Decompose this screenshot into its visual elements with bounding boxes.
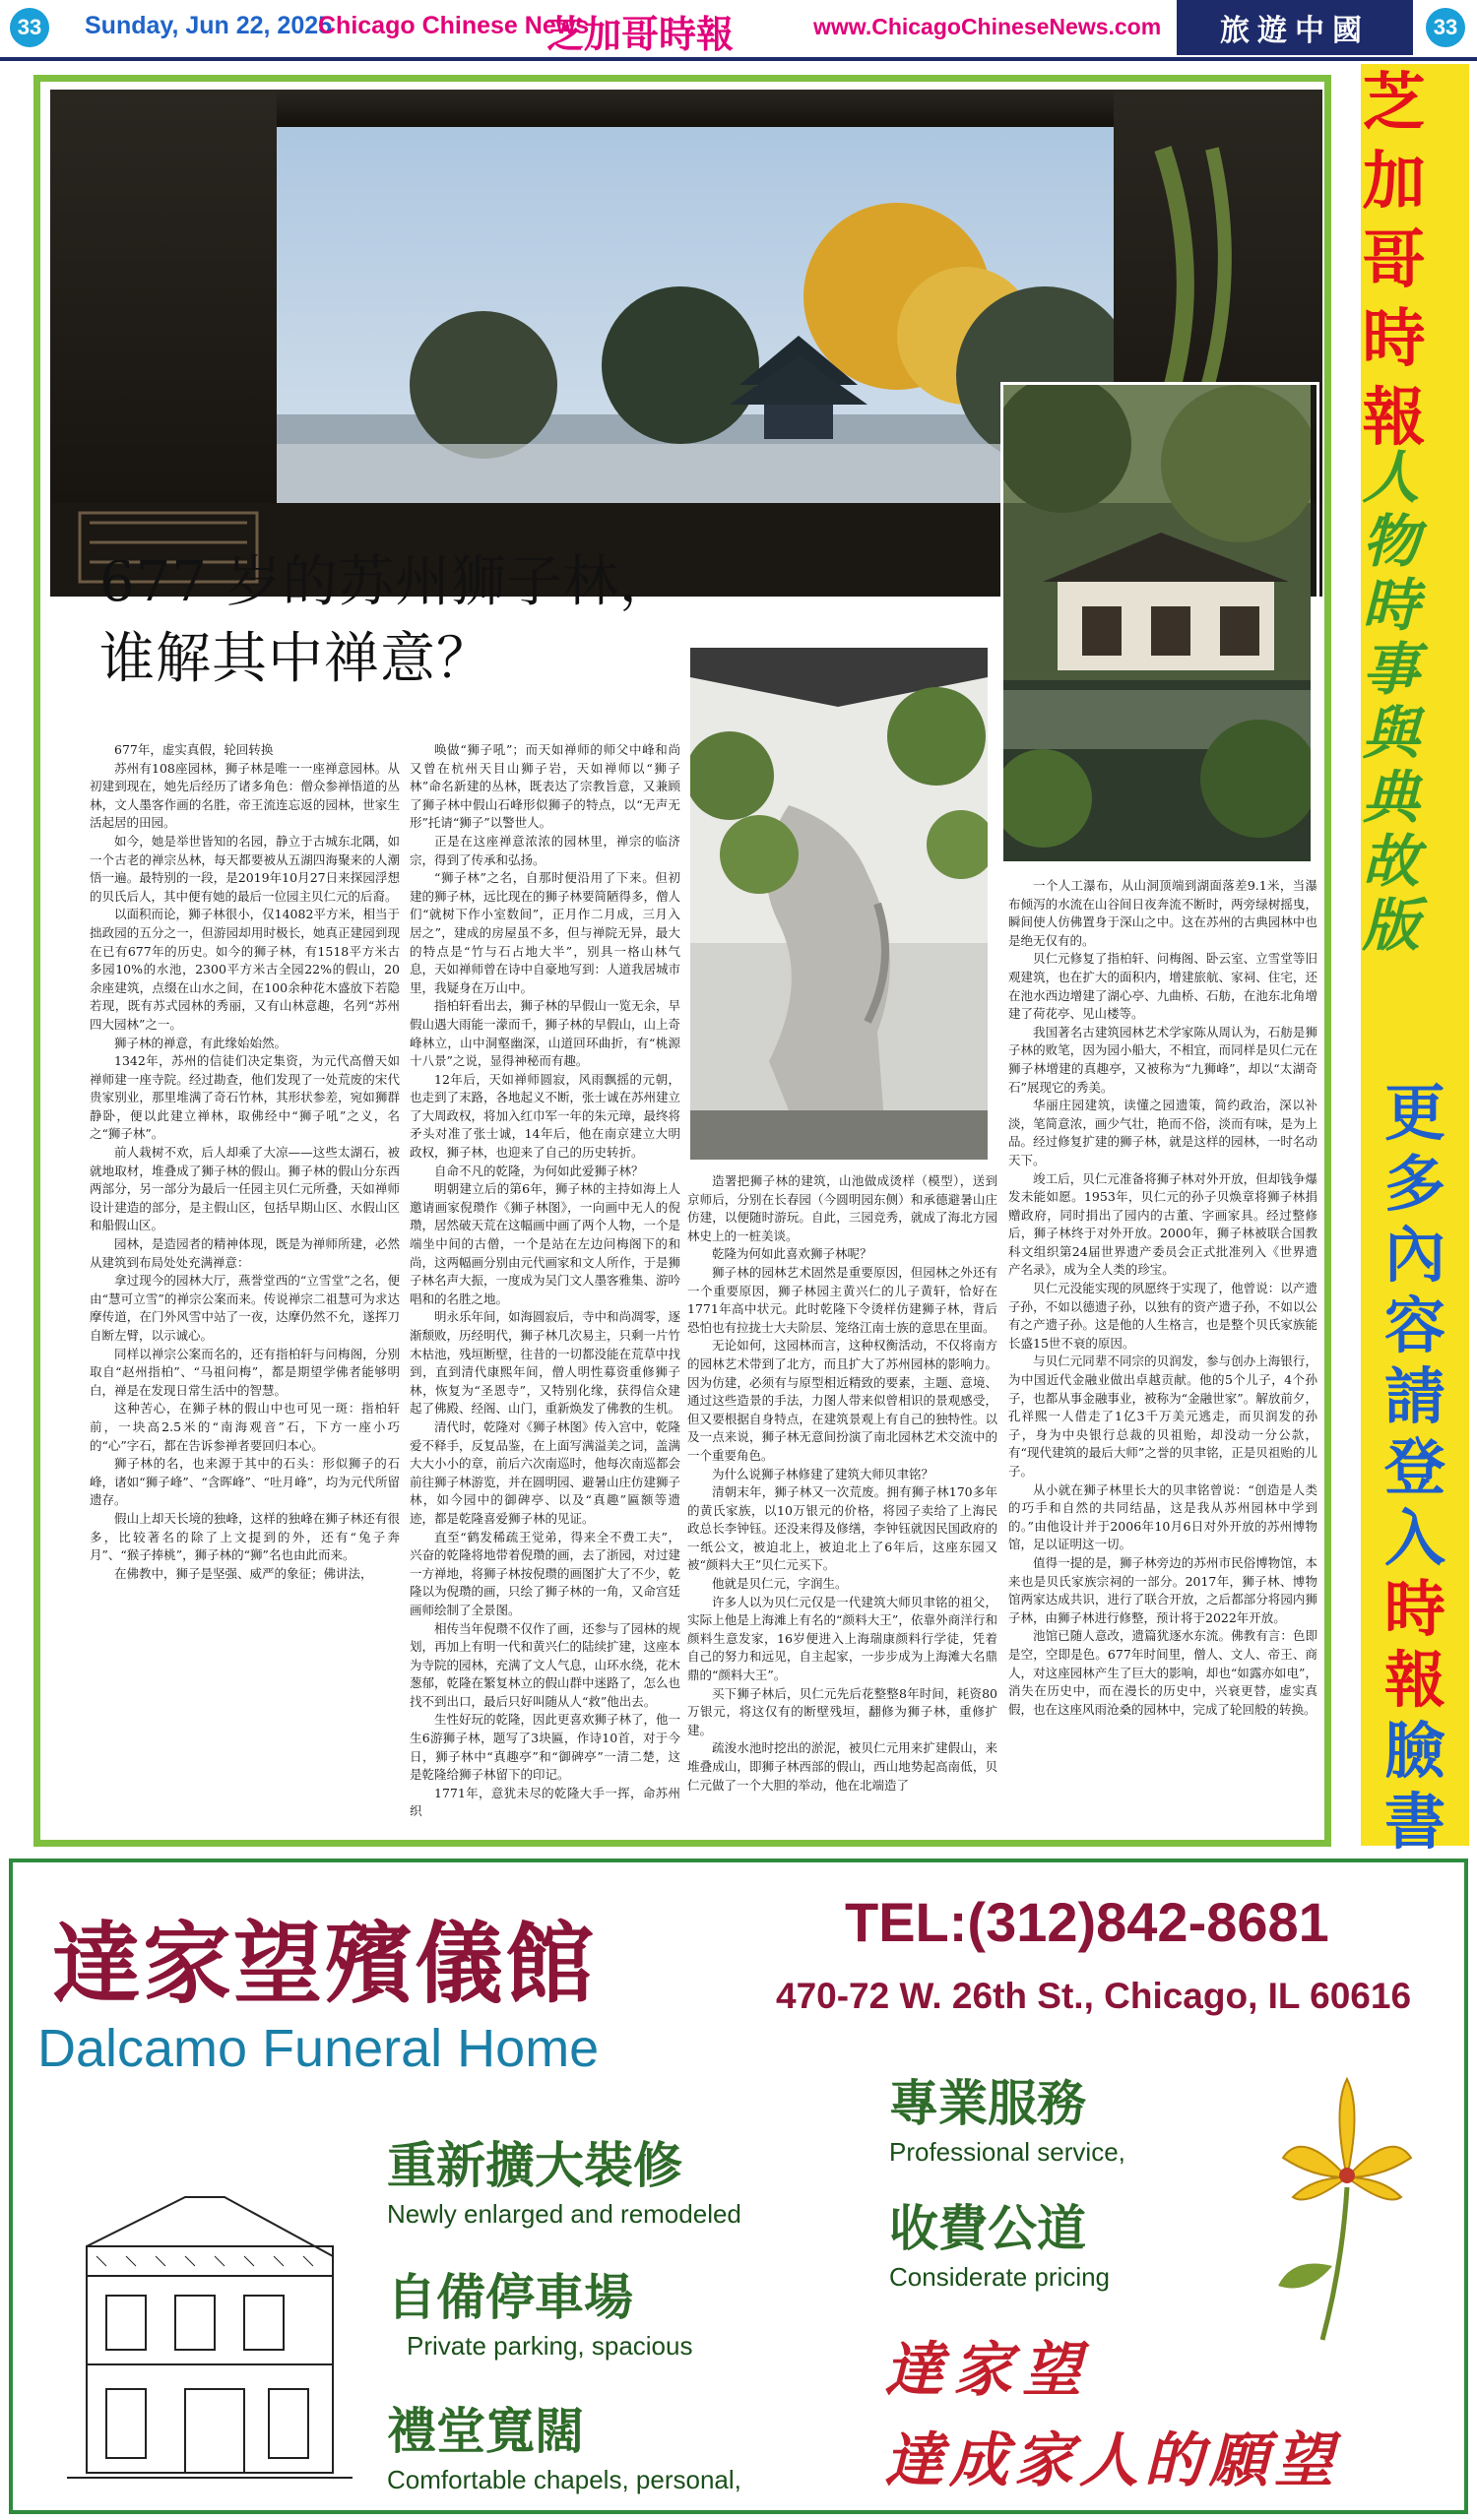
page-header (0, 0, 1477, 59)
article-paragraph: 在佛教中，狮子是坚强、威严的象征；佛讲法， (114, 1565, 373, 1581)
article-paragraph: 直至“鹤发稀疏王觉弟，得来全不费工夫”，兴奋的乾隆将地带着倪瓒的画，去了浙园，对过建一方禅地，将狮子林按倪瓒的画图扩大了不少，乾隆以为倪瓒的画，只绘了狮子林的一角，又命宫廷画师绘制了全景图。 (410, 1529, 680, 1617)
text-column-4 (1008, 877, 1317, 1839)
article-paragraph: 1771年，意犹未尽的乾隆大手一挥，命苏州织 (410, 1785, 680, 1819)
service-remodel-en: Newly enlarged and remodeled (387, 2199, 741, 2229)
page-number-right: 33 (1426, 8, 1465, 47)
ad-slogan-line-1: 達家望 (884, 2336, 1091, 2405)
article-paragraph: 相传当年倪瓒不仅作了画，还参与了园林的规划，再加上有明一代和黄兴仁的陆续扩建，这座本为寺院的园林，充满了文人气息，山环水绕，花木葱郁，乾隆在繁复林立的假山群中迷路了，怎么也找不到出口，最后只好叫随从人“救”他出去。 (410, 1620, 680, 1709)
article-paragraph: 明永乐年间，如海圆寂后，寺中和尚凋零，逐渐颓败，历经明代，狮子林几次易主，只剩一片竹木枯池，残垣断壁，往昔的一切都没能在荒草中找到，直到清代康熙年间，僧人明性募资重修狮子林，恢复为“圣恩寺”，又特别化缘，获得信众建起了佛殿、经阁、山门，重新焕发了佛教的生机。 (410, 1309, 680, 1417)
service-pricing-en: Considerate pricing (889, 2262, 1111, 2292)
side-banner-blue-2: 臉書 (1383, 1715, 1445, 1858)
article-paragraph: 清朝末年，狮子林又一次荒废。拥有狮子林170多年的黄氏家族，以10万银元的价格，将园子卖给了上海民政总长李钟钰。还没来得及修缮，李钟钰就因民国政府的一纸公文，被迫北上，被迫北上了6年后，这座东园又被“颜料大王”贝仁元买下。 (687, 1484, 997, 1573)
side-banner-paper-name: 芝加哥時報 (1362, 67, 1426, 455)
article-paragraph: 12年后，天如禅师圆寂，风雨飘摇的元朝，也走到了末路，各地起义不断，张士诚在苏州建立了大周政权，将加入红巾军一年的朱元璋，最终将矛头对准了张士诚，14年后，他在南京建立大明政权，狮子林，也迎来了自己的历史转折。 (410, 1071, 680, 1161)
rock-photo-art (690, 648, 988, 1160)
article-paragraph: 自命不凡的乾隆，为何如此爱狮子林？ (434, 1163, 644, 1178)
article-paragraph: 清代时，乾隆对《狮子林图》传入宫中，乾隆爱不释手，反复品鉴，在上面写满溢美之词，盖满大大小小的章，前后六次南巡时，他每次南巡都会前往狮子林游览，并在圆明园、避暑山庄仿建狮子林，如今园中的御碑亭、以及“真趣”匾额等遗迹，都是乾隆喜爱狮子林的见证。 (410, 1418, 680, 1526)
side-banner-red-2: 時報 (1383, 1573, 1445, 1716)
ad-slogan-line-2: 達成家人的願望 (884, 2426, 1339, 2495)
paper-name: Chicago Chinese News (318, 12, 590, 39)
service-professional-en: Professional service, (889, 2137, 1125, 2167)
headline (99, 544, 730, 698)
article-paragraph: 一个人工瀑布，从山洞顶端到湖面落差9.1米，当瀑布倾泻的水流在山谷间日夜奔流不断时，两旁绿树摇曳，瞬间使人仿佛置身于深山之中。这在苏州的古典园林中也是绝无仅有的。 (1008, 878, 1317, 948)
article-paragraph: 苏州有108座园林，狮子林是唯一一座禅意园林。从初建到现在，她先后经历了诸多角色：僧众参禅悟道的丛林，文人墨客作画的名胜，帝王流连忘返的园林，世家生活起居的田园。 (90, 760, 400, 831)
text-column-1 (90, 741, 400, 1839)
article-paragraph: 园林，是造园者的精神体现，既是为禅师所建，必然从建筑到布局处处充满禅意： (90, 1236, 400, 1270)
service-parking-en: Private parking, spacious (407, 2331, 693, 2361)
article-paragraph: 这种苦心，在狮子林的假山中也可见一斑：指柏轩前，一块高2.5米的“南海观音”石，下方一座小巧的“心”字石，都在告诉参禅者要回归本心。 (90, 1401, 400, 1453)
article-paragraph: 疏浚水池时挖出的淤泥，被贝仁元用来扩建假山，来堆叠成山，即狮子林西部的假山，西山地势起高南低，贝仁元做了一个大胆的举动，他在北端造了 (687, 1740, 997, 1793)
ad-phone[interactable]: TEL:(312)842-8681 (845, 1891, 1329, 1953)
article-paragraph: 他就是贝仁元，字润生。 (712, 1576, 848, 1592)
article-paragraph: 狮子林的名，也来源于其中的石头：形似狮子的石峰，诸如“狮子峰”、“含晖峰”、“吐月峰”，均为元代所留遗存。 (90, 1456, 400, 1508)
ad-name-en: Dalcamo Funeral Home (37, 2019, 600, 2078)
article-paragraph: 狮子林的禅意，有此缘始始然。 (114, 1035, 288, 1050)
article-paragraph: 许多人以为贝仁元仅是一代建筑大师贝聿铭的祖父，实际上他是上海滩上有名的“颜料大王”，依靠外商洋行和颜料生意发家，16岁便进入上海瑞康颜料行学徒，凭着自己的努力和远见，自主起家，一步步成为上海滩大名鼎鼎的“颜料大王”。 (687, 1594, 997, 1683)
pavilion-photo (1000, 382, 1319, 870)
article-paragraph: 贝仁元没能实现的夙愿终于实现了，他曾说：以产遗子孙，不如以德遗子孙，以独有的资产遗子孙，不如以公有之产遗子孙。这是他的人生格言，也是整个贝氏家族能长盛15世不衰的原因。 (1008, 1281, 1317, 1351)
ad-address: 470-72 W. 26th St., Chicago, IL 60616 (776, 1976, 1412, 2016)
lily-flower-icon (1263, 2069, 1431, 2345)
side-banner-section: 人物時事與典故版 (1362, 444, 1420, 959)
article-paragraph: 我国著名古建筑园林艺术学家陈从周认为，石舫是狮子林的败笔，因为园小船大，不相宜，而同样是贝仁元在狮子林增建的真趣亭，又被称为“九狮峰”，却以“太湖奇石”展现它的秀美。 (1008, 1024, 1317, 1095)
article-paragraph: 华丽庄园建筑，读懂之园遗策，简约政治，深以补淡，笔简意浓，画少气壮，艳而不俗，淡而有味，是为上品。经过修复扩建的狮子林，就是这样的园林，一时名动天下。 (1008, 1098, 1317, 1167)
article-paragraph: 指柏轩看出去，狮子林的早假山一览无余，早假山遇大雨能一濛而千，狮子林的早假山，山上奇峰林立，山中洞壑幽深，山道回环曲折，有“桃源十八景”之说，显得神秘而有趣。 (410, 998, 680, 1069)
section-title: 旅遊中國 (1177, 0, 1413, 55)
article-paragraph: 造署把狮子林的建筑，山池做成烫样（模型），送到京师后，分别在长春园（今圆明园东侧）和承德避暑山庄仿建，以便随时游玩。自此，三园竞秀，就成了海北方园林史上的一桩美谈。 (687, 1173, 997, 1243)
article-paragraph: 1342年，苏州的信徒们决定集资，为元代高僧天如禅师建一座寺院。经过勘查，他们发现了一处荒废的宋代贵家别业，那里堆满了奇石竹林，其形状参差，宛如狮群静卧，便以此建立禅林，取佛经中“狮子吼”之义，名之“狮子林”。 (90, 1053, 400, 1142)
article-paragraph: 拿过现今的园林大厅，燕誉堂西的“立雪堂”之名，便由“慧可立雪”的禅宗公案而来。传说禅宗二祖慧可为求达摩传道，在门外风雪中站了一夜，达摩仍然不允，遂挥刀自断左臂，以示诚心。 (90, 1273, 400, 1343)
rock-photo (690, 648, 988, 1160)
headline-line-2: 谁解其中禅意？ (99, 627, 492, 691)
paper-name-cn: 芝加哥時報 (546, 13, 735, 56)
text-column-2 (410, 741, 680, 1839)
service-parking-cn: 自備停車場 (387, 2268, 633, 2326)
article-paragraph: 乾隆为何如此喜欢狮子林呢？ (712, 1246, 872, 1262)
article-paragraph: “狮子林”之名，自那时便沿用了下来。但初建的狮子林，远比现在的狮子林要简陋得多，僧人们“就树下作小室数间”，正月作二月成，三月入居之”，建成的房屋虽不多，但与禅院无异，最大的特点是“竹与石占地大半”，别具一格山林气息，天如禅师曾在诗中自豪地写到：人道我居城市里，我疑身在万山中。 (410, 870, 680, 995)
article-paragraph: 前人栽树不欢，后人却乘了大凉——这些太湖石，被就地取材，堆叠成了狮子林的假山。狮子林的假山分东西两部分，另一部分为最后一任园主贝仁元所叠，天如禅师设计建造的部分，是主假山区，包括早期山区、水假山区和船假山区。 (90, 1145, 400, 1233)
building-sketch (67, 2168, 353, 2492)
service-chapel-en: Comfortable chapels, personal, (387, 2465, 741, 2494)
article-paragraph: 为什么说狮子林修建了建筑大师贝聿铭？ (712, 1466, 934, 1481)
article-paragraph: 狮子林的园林艺术固然是重要原因，但园林之外还有一个重要原因，狮子林园主黄兴仁的儿子黄轩，恰好在1771年高中状元。此时乾隆下令烫样仿建狮子林，背后恐怕也有拉拢士大夫阶层、笼络江南士族的意思在里面。 (687, 1264, 997, 1335)
article-paragraph: 正是在这座禅意浓浓的园林里，禅宗的临济宗，得到了传承和弘扬。 (410, 833, 680, 867)
article-paragraph: 与贝仁元同辈不同宗的贝润发，参与创办上海银行，为中国近代金融业做出卓越贡献。他的5个儿子，4个孙子，也都从事金融事业，被称为“金融世家”。解放前夕，孔祥熙一人借走了1亿3千万美元逃走，而贝润发的孙子，身为中央银行总裁的贝祖贻，却没动一分公款，有“现代建筑的最后大师”之誉的贝聿铭，正是贝祖贻的儿子。 (1008, 1354, 1317, 1479)
service-pricing-cn: 收費公道 (889, 2199, 1086, 2257)
side-banner-facebook-prompt (1361, 1078, 1469, 1858)
headline-line-1: 677 岁的苏州狮子林， (99, 550, 675, 614)
article-paragraph: 如今，她是举世皆知的名园，静立于古城东北隅，如一个古老的禅宗丛林，每天都要被从五湖四海聚来的人潮悟一遍。最特别的一段，是2019年10月27日来探园浮想的贝氏后人，其中便有她的最后一位园主贝仁元的后裔。 (90, 833, 400, 904)
article-paragraph: 生性好玩的乾隆，因此更喜欢狮子林了，他一生6游狮子林，题写了3块匾，作诗10首，对于今日，狮子林中“真趣亭”和“御碑亭”一清二楚，这是乾隆给狮子林留下的印记。 (410, 1712, 680, 1783)
service-remodel-cn: 重新擴大裝修 (387, 2136, 682, 2194)
side-banner[interactable] (1361, 64, 1469, 1858)
article-paragraph: 无论如何，这园林而言，这种权衡活动，不仅将南方的园林艺术带到了北方，而且扩大了苏州园林的影响力。因为仿建，必须有与原型相近精致的要素，主题、意境、通过这些造景的手法，力图人带来似曾相识的景观感受，但又要根据自身特点，在建筑景观上有自己的独特性。以及一点来说，狮子林无意间扮演了南北园林艺术交流中的一个重要角色。 (687, 1338, 997, 1463)
article-paragraph: 唤做“狮子吼”；而天如禅师的师父中峰和尚又曾在杭州天目山狮子岩，天如禅师以“狮子林”命名新建的丛林，既表达了宗教旨意，又兼顾了狮子林中假山石峰形似狮子的特点，以“无声无形”托请“狮子”以警世人。 (410, 742, 680, 831)
article-paragraph: 以面积而论，狮子林很小，仅14082平方米，相当于拙政园的五分之一，但游园却用时极长，她真正建园到现在已有677年的历史。如今的狮子林，有1518平方米古多园10%的水池，2300平方米古全园22%的假山，20余座建筑，点缀在山水之间，在100余种花木盛放下若隐若现，既有苏式园林的秀丽，又有山林意趣，名列“苏州四大园林”之一。 (90, 907, 400, 1032)
header-rule (0, 57, 1477, 61)
article-paragraph: 竣工后，贝仁元准备将狮子林对外开放，但却钱争爆发未能如愿。1953年，贝仁元的孙子贝焕章将狮子林捐赠政府，同时捐出了园内的古董、字画家具。经过整修后，狮子林终于对外开放。2000年，狮子林被联合国教科文组织第24届世界遗产委员会正式批准列入《世界遗产名录》，成为全人类的珍宝。 (1008, 1170, 1317, 1278)
article-paragraph: 值得一提的是，狮子林旁边的苏州市民俗博物馆，本来也是贝氏家族宗祠的一部分。2017年，狮子林、博物馆两家达成共识，进行了联合开放，之后都部分将园内狮子林，由狮子林进行修整，预计将于2022年开放。 (1008, 1554, 1317, 1625)
paper-url[interactable]: www.ChicagoChineseNews.com (813, 14, 1162, 39)
funeral-home-ad (9, 1858, 1468, 2514)
ad-name-cn: 達家望殯儀館 (52, 1912, 596, 2016)
side-banner-blue-1: 更多內容請登入 (1383, 1077, 1445, 1574)
service-professional-cn: 專業服務 (889, 2074, 1086, 2132)
article-paragraph: 买下狮子林后，贝仁元先后花整整8年时间，耗资80万银元，将这仅有的断壁残垣，翻修为狮子林，重修扩建。 (687, 1685, 997, 1737)
article-paragraph: 从小就在狮子林里长大的贝聿铭曾说：“创造是人类的巧手和自然的共同结晶，这是我从苏州园林中学到的。”由他设计并于2006年10月6日对外开放的苏州博物馆，足以证明这一切。 (1008, 1481, 1317, 1552)
article-paragraph: 同样以禅宗公案而名的，还有指柏轩与问梅阁，分别取自“赵州指柏”、“马祖问梅”，都是期望学佛者能够明白，禅是在发现日常生活中的智慧。 (90, 1346, 400, 1398)
article-paragraph: 池馆已随人意改，遗篇犹逐水东流。佛教有言：色即是空，空即是色。677年时间里，僧人、文人、帝王、商人，对这座园林产生了巨大的影响，却也“如露亦如电”，消失在历史中，而在漫长的历史中，兴衰更替，虚实真假，也在这座风雨沧桑的园林中，完成了轮回般的转换。 (1008, 1628, 1317, 1717)
issue-date: Sunday, Jun 22, 2025 (85, 12, 333, 39)
article-paragraph: 假山上却天长境的独峰，这样的独峰在狮子林还有很多，比较著名的除了上文提到的外，还有“兔子奔月”、“猴子捧桃”，狮子林的“狮”名也由此而来。 (90, 1510, 400, 1563)
article-paragraph: 677年，虚实真假，轮回转换 (114, 742, 274, 757)
page-number-left: 33 (10, 8, 49, 47)
article-paragraph: 贝仁元修复了指柏轩、问梅阁、卧云室、立雪堂等旧观建筑，也在扩大的面积内，增建旅航、家祠、住宅，还在池水西边增建了湖心亭、九曲桥、石舫，在池东北角增建了荷花亭、见山楼等。 (1008, 951, 1317, 1022)
pavilion-photo-art (1003, 385, 1311, 861)
text-column-3 (687, 1172, 997, 1839)
service-chapel-cn: 禮堂寬闊 (387, 2402, 584, 2460)
article-frame (33, 75, 1331, 1847)
article-paragraph: 明朝建立后的第6年，狮子林的主持如海上人邀请画家倪瓒作《狮子林图》，一向画中无人的倪瓒，居然破天荒在这幅画中画了两个人物，一个是端坐中间的古僧，一个是站在左边问梅阁下的和尚，这两幅画分别由元代画家和文人所作，于是狮子林名声大振，一度成为吴门文人墨客雅集、游吟唱和的名胜之地。 (410, 1181, 680, 1306)
